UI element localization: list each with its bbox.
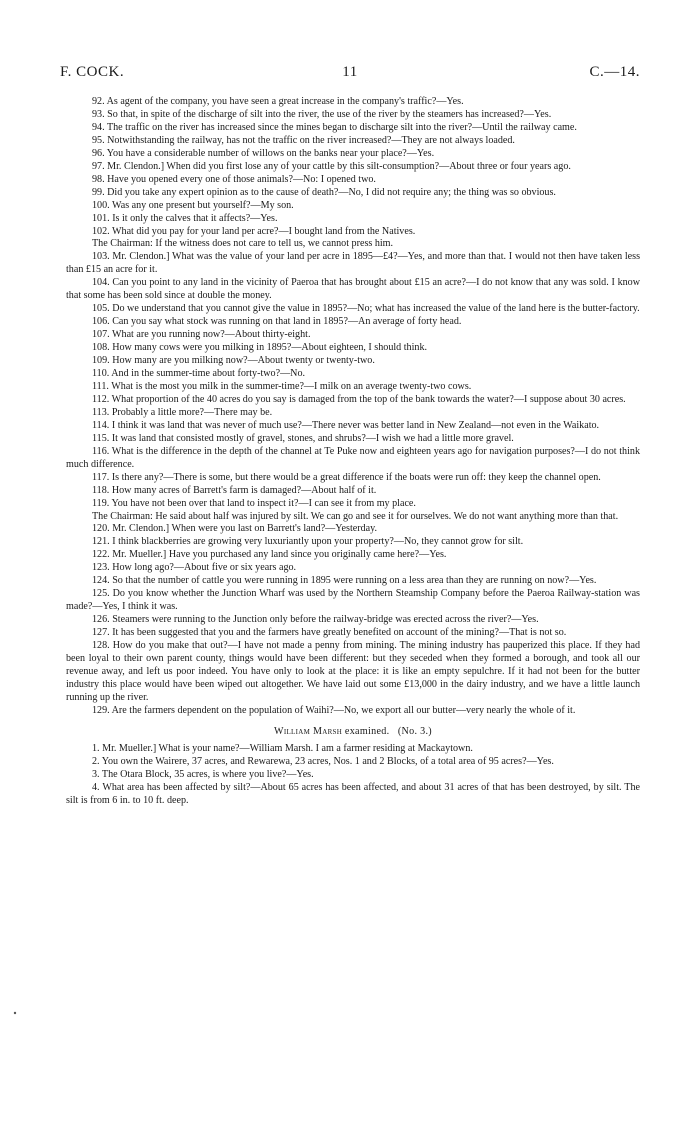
paragraph: 93. So that, in spite of the discharge of silt into the river, the use of the river by the steamers has increased?—Yes. xyxy=(92,108,552,120)
paragraph: 95. Notwithstanding the railway, has not the traffic on the river increased?—They are not always loaded. xyxy=(92,134,515,146)
paragraph: 92. As agent of the company, you have seen a great increase in the company's traffic?—Yes. xyxy=(92,96,464,107)
paragraph: 106. Can you say what stock was running on that land in 1895?—An average of forty head. xyxy=(92,316,462,328)
testimony-body xyxy=(66,96,640,807)
paragraph: 119. You have not been over that land to inspect it?—I can see it from my place. xyxy=(92,497,416,509)
paragraph: 100. Was any one present but yourself?—My son. xyxy=(92,199,294,211)
paragraph: The Chairman: He said about half was injured by silt. We can go and see it for ourselves. We do not want anything more than that. xyxy=(92,510,619,522)
paragraph: 123. How long ago?—About five or six years ago. xyxy=(92,562,297,574)
paragraph: 1. Mr. Mueller.] What is your name?—William Marsh. I am a farmer residing at Mackaytown. xyxy=(92,742,473,754)
paragraph: 107. What are you running now?—About thirty-eight. xyxy=(92,329,311,341)
witness-examined-label: examined. xyxy=(342,725,390,737)
paragraph: 102. What did you pay for your land per acre?—I bought land from the Natives. xyxy=(92,225,416,237)
scan-speck-icon xyxy=(12,1010,18,1016)
paragraph: 113. Probably a little more?—There may be. xyxy=(92,406,273,418)
paragraph: 129. Are the farmers dependent on the population of Waihi?—No, we export all our butter—very nearly the whole of it. xyxy=(92,704,576,716)
paragraph: 97. Mr. Clendon.] When did you first lose any of your cattle by this silt-consumption?—About three or four years ago. xyxy=(92,160,571,172)
document-reference: C.—14. xyxy=(589,64,640,80)
paragraph: 117. Is there any?—There is some, but there would be a great difference if the boats were run off: they keep the channel open. xyxy=(92,471,601,483)
paragraph: 109. How many are you milking now?—About twenty or twenty-two. xyxy=(92,355,375,367)
paragraph: 126. Steamers were running to the Junction only before the railway-bridge was erected across the river?—Yes. xyxy=(92,614,539,626)
paragraph: 127. It has been suggested that you and the farmers have greatly benefited on account of the mining?—That is not so. xyxy=(92,627,567,639)
witness-number: (No. 3.) xyxy=(397,725,432,737)
paragraph: 116. What is the difference in the depth of the channel at Te Puke now and eighteen years ago for navigation purposes?—I do not think much difference. xyxy=(66,445,640,470)
paragraph: 103. Mr. Clendon.] What was the value of your land per acre in 1895—£4?—Yes, and more than that. I would not then have taken less than £15 an acre for it. xyxy=(66,251,640,276)
witness-name: William Marsh xyxy=(274,725,343,737)
paragraph: 124. So that the number of cattle you were running in 1895 were running on a less area than they are running on now?—Yes. xyxy=(92,575,597,587)
page-header xyxy=(60,64,640,84)
paragraph: 105. Do we understand that you cannot give the value in 1895?—No; what has increased the value of the land here is the butter-factory. xyxy=(92,303,640,315)
paragraph: 125. Do you know whether the Junction Wharf was used by the Northern Steamship Company before the Paeroa Railway-station was made?—Yes, I think it was. xyxy=(66,588,640,613)
paragraph: 114. I think it was land that was never of much use?—There never was better land in New Zealand—not even in the Waikato. xyxy=(92,419,600,431)
paragraph: 118. How many acres of Barrett's farm is damaged?—About half of it. xyxy=(92,484,377,496)
paragraph: 121. I think blackberries are growing very luxuriantly upon your property?—No, they cannot grow for silt. xyxy=(92,536,524,548)
paragraph: 110. And in the summer-time about forty-two?—No. xyxy=(92,368,306,380)
paragraph: 3. The Otara Block, 35 acres, is where you live?—Yes. xyxy=(92,768,314,780)
paragraph: 108. How many cows were you milking in 1895?—About eighteen, I should think. xyxy=(92,342,428,354)
paragraph: 98. Have you opened every one of those animals?—No: I opened two. xyxy=(92,173,376,185)
paragraph: 94. The traffic on the river has increased since the mines began to discharge silt into the river?—Until the railway came. xyxy=(92,121,577,133)
paragraph: 101. Is it only the calves that it affects?—Yes. xyxy=(92,212,278,224)
paragraph: 99. Did you take any expert opinion as to the cause of death?—No, I did not require any; the thing was so obvious. xyxy=(92,186,556,198)
page-number: 11 xyxy=(342,64,358,80)
paragraph: 122. Mr. Mueller.] Have you purchased any land since you originally came here?—Yes. xyxy=(92,549,447,561)
section-heading xyxy=(66,726,640,739)
paragraph: 120. Mr. Clendon.] When were you last on Barrett's land?—Yesterday. xyxy=(92,523,378,535)
header-witness-name: F. COCK. xyxy=(60,64,125,80)
paragraph: The Chairman: If the witness does not care to tell us, we cannot press him. xyxy=(92,238,394,250)
paragraph: 112. What proportion of the 40 acres do you say is damaged from the top of the bank towards the water?—I suppose about 30 acres. xyxy=(92,393,626,405)
paragraph: 128. How do you make that out?—I have not made a penny from mining. The mining industry has pauperized this place. If they had been loyal to their own parent county, things would have been different: but they seceded when they formed a borough, and took all our revenue away, and left us poor indeed. You have only to look at the place: it is like an empty sepulchre. If it had not been for the butter industry this place would have been wiped out altogether. We have laid out some £13,000 in the dairy industry, and we have a little launch running up the river. xyxy=(66,640,640,703)
paragraph: 111. What is the most you milk in the summer-time?—I milk on an average twenty-two cows. xyxy=(92,380,472,392)
paragraph: 2. You own the Wairere, 37 acres, and Rewarewa, 23 acres, Nos. 1 and 2 Blocks, of a total area of 95 acres?—Yes. xyxy=(92,755,554,767)
paragraph: 4. What area has been affected by silt?—About 65 acres has been affected, and about 31 acres of that has been destroyed, by silt. The silt is from 6 in. to 10 ft. deep. xyxy=(66,781,640,806)
paragraph: 104. Can you point to any land in the vicinity of Paeroa that has brought about £15 an acre?—I do not know that any was sold. I know that some has been sold since at double the money. xyxy=(66,277,640,302)
paragraph: 96. You have a considerable number of willows on the banks near your place?—Yes. xyxy=(92,147,435,159)
paragraph: 115. It was land that consisted mostly of gravel, stones, and shrubs?—I wish we had a little more gravel. xyxy=(92,432,514,444)
